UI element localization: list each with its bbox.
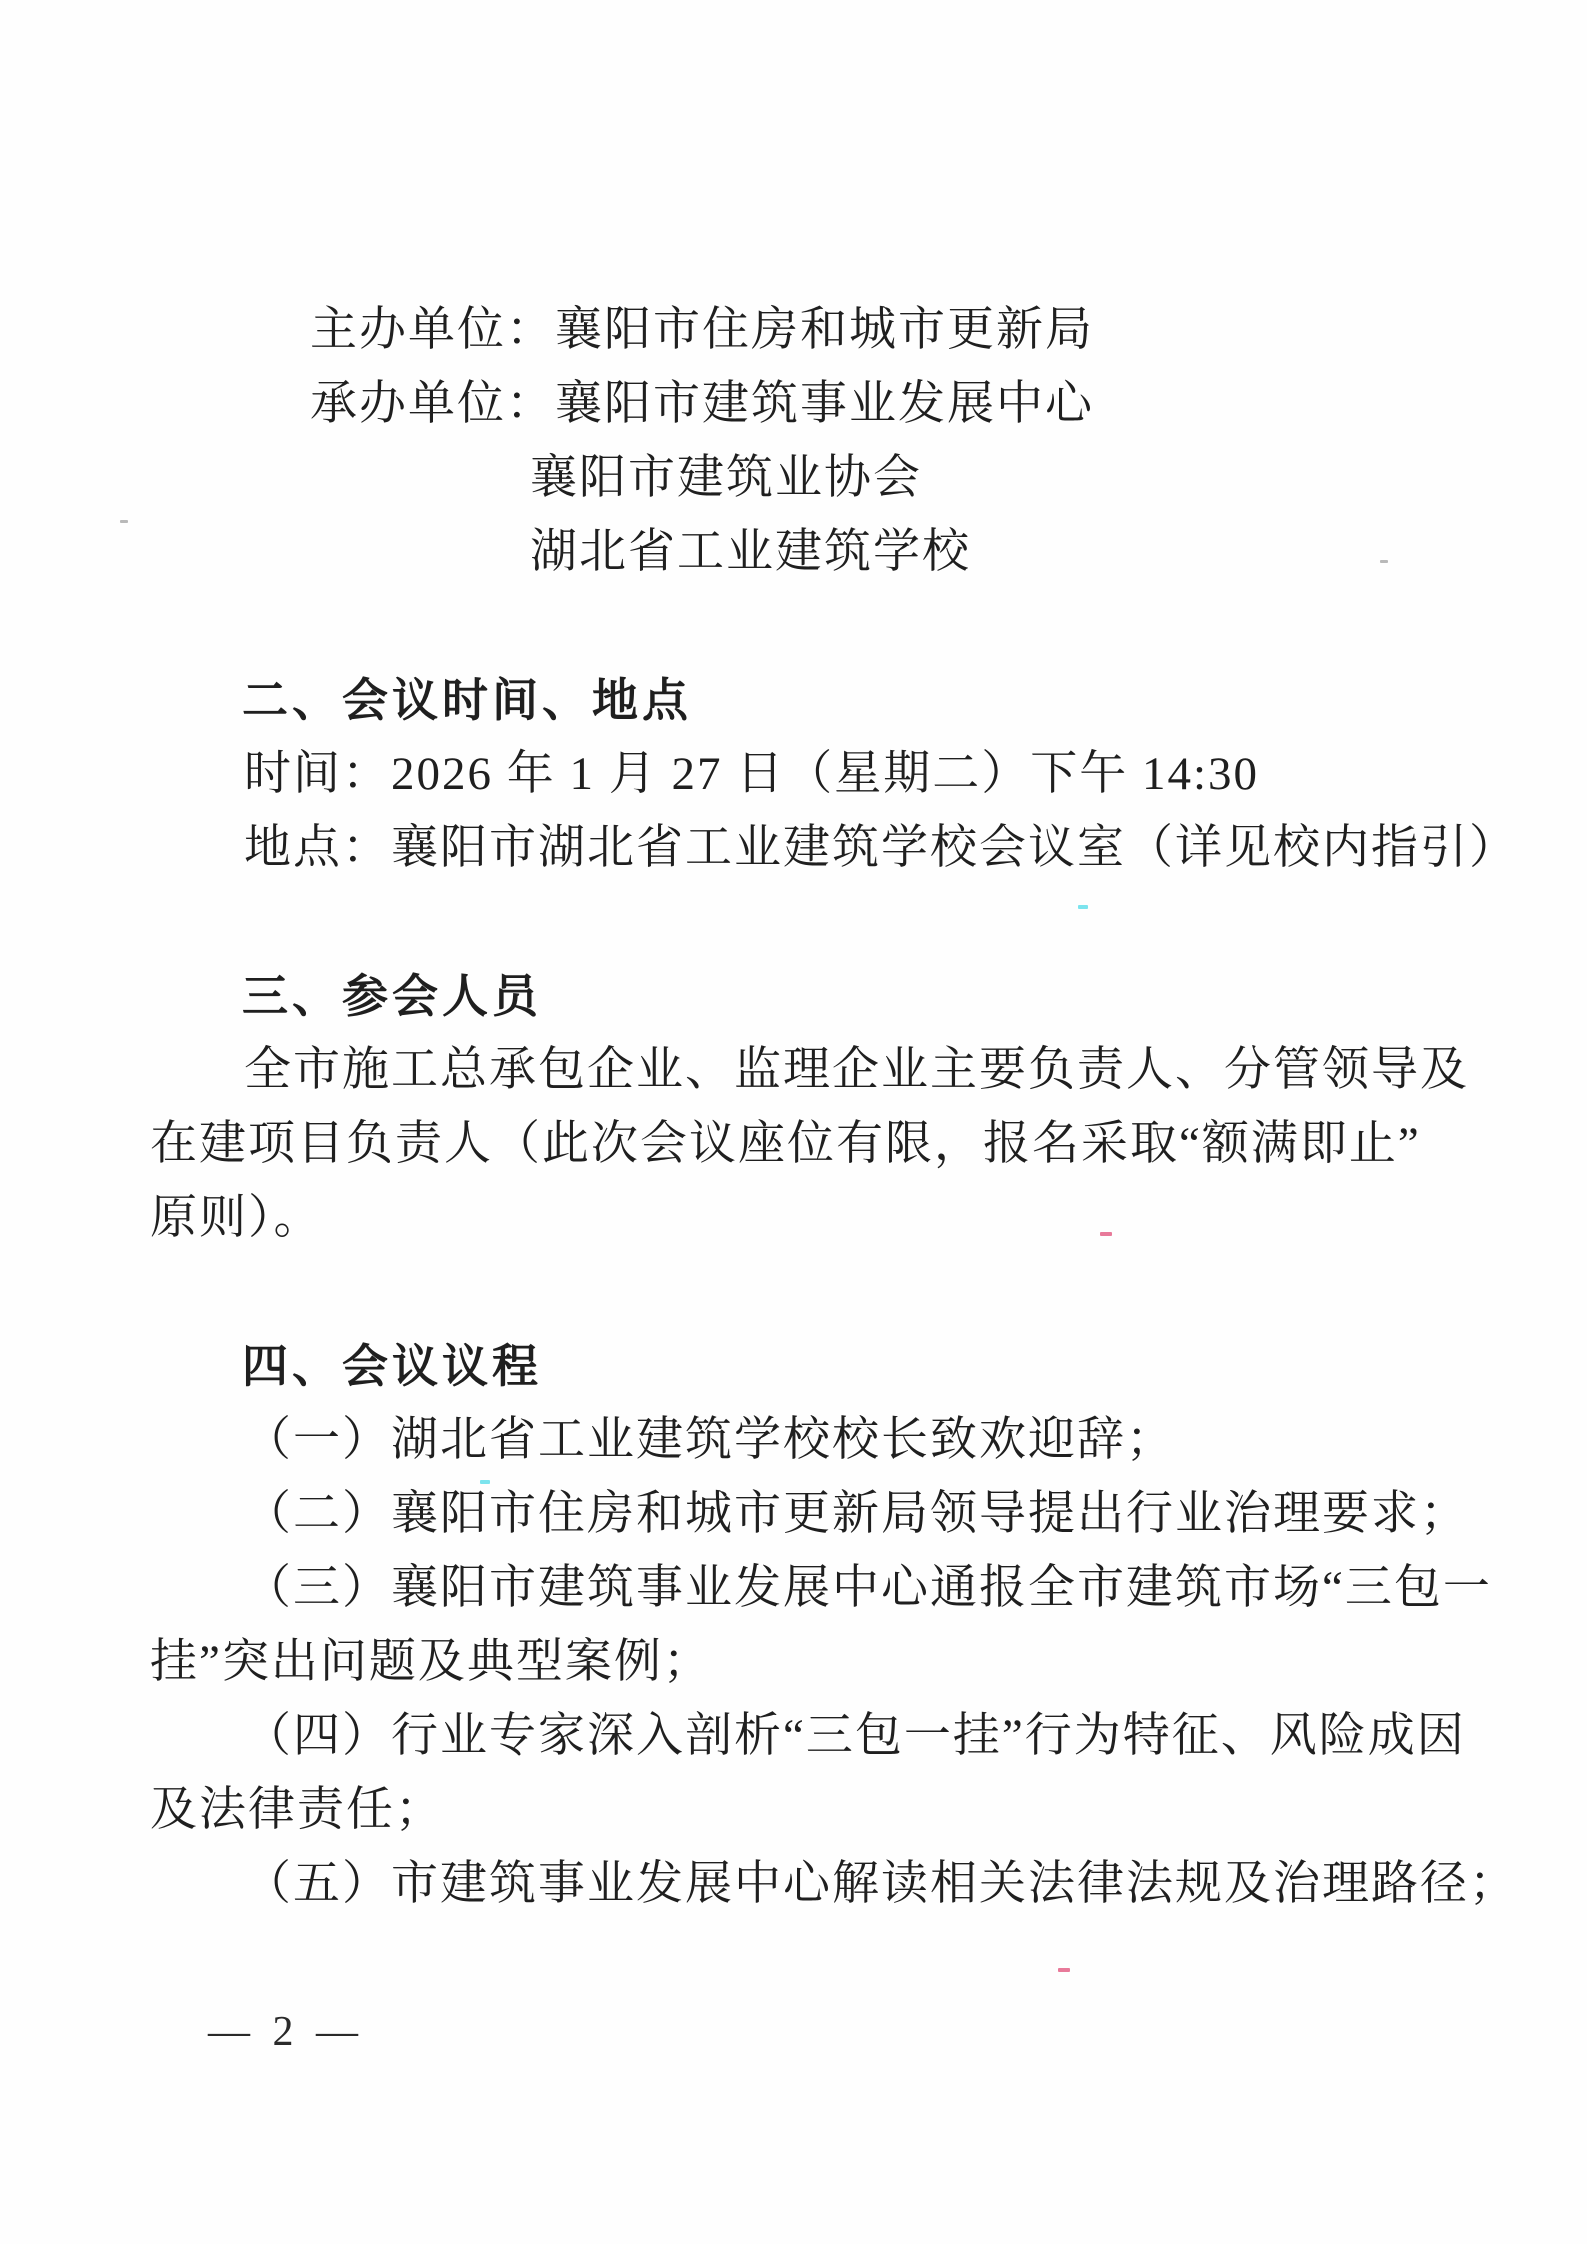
attendees-line-2: 在建项目负责人（此次会议座位有限，报名采取“额满即止” — [150, 1118, 1421, 1170]
agenda-item-4-line-1: （四）行业专家深入剖析“三包一挂”行为特征、风险成因 — [244, 1710, 1466, 1762]
document-body — [150, 293, 1518, 1921]
meeting-time-line: 时间：2026 年 1 月 27 日（星期二）下午 14:30 — [244, 748, 1260, 800]
meeting-place-line: 地点：襄阳市湖北省工业建筑学校会议室（详见校内指引） — [244, 822, 1518, 874]
scan-speck — [480, 1480, 490, 1484]
agenda-item-3-line-2: 挂”突出问题及典型案例； — [150, 1636, 712, 1688]
agenda-item-1: （一）湖北省工业建筑学校校长致欢迎辞； — [244, 1414, 1175, 1466]
co-organizer-line-2: 湖北省工业建筑学校 — [530, 526, 971, 578]
scan-speck — [1058, 1968, 1070, 1972]
attendees-line-3: 原则）。 — [150, 1192, 323, 1244]
page-number: — 2 — — [208, 2009, 364, 2055]
section-heading-time-place: 二、会议时间、地点 — [242, 674, 692, 726]
section-heading-attendees: 三、参会人员 — [242, 970, 542, 1022]
scan-speck — [1380, 560, 1388, 563]
undertaker-unit-line: 承办单位：襄阳市建筑事业发展中心 — [310, 378, 1094, 430]
agenda-item-5: （五）市建筑事业发展中心解读相关法律法规及治理路径； — [244, 1858, 1518, 1910]
scan-speck — [1100, 1232, 1112, 1236]
co-organizer-line-1: 襄阳市建筑业协会 — [530, 452, 922, 504]
section-heading-agenda: 四、会议议程 — [242, 1340, 542, 1392]
agenda-item-2: （二）襄阳市住房和城市更新局领导提出行业治理要求； — [244, 1488, 1469, 1540]
attendees-line-1: 全市施工总承包企业、监理企业主要负责人、分管领导及 — [244, 1044, 1469, 1096]
scan-speck — [1078, 905, 1088, 909]
agenda-item-4-line-2: 及法律责任； — [150, 1784, 444, 1836]
scan-speck — [120, 520, 128, 523]
agenda-item-3-line-1: （三）襄阳市建筑事业发展中心通报全市建筑市场“三包一 — [244, 1562, 1492, 1614]
host-unit-line: 主办单位：襄阳市住房和城市更新局 — [310, 304, 1094, 356]
